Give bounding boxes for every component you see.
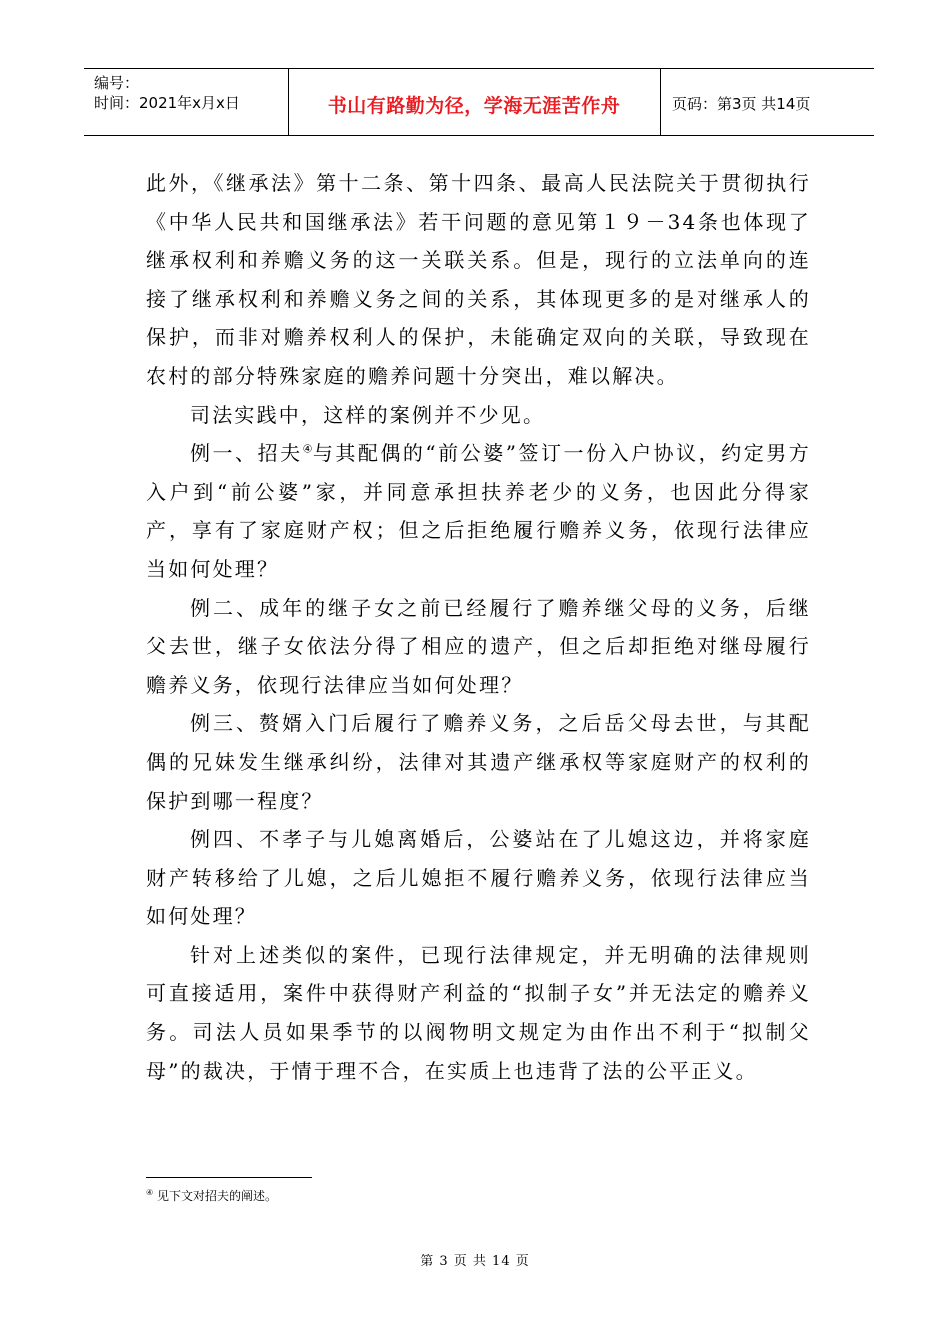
footnote bbox=[146, 1185, 277, 1204]
footnote-separator bbox=[146, 1177, 312, 1178]
paragraph-5: 例三、赘婿入门后履行了赡养义务，之后岳父母去世，与其配偶的兄妹发生继承纠纷，法律对其遗产继承权等家庭财产的权利的保护到哪一程度？ bbox=[146, 711, 811, 813]
paragraph-2: 司法实践中，这样的案例并不少见。 bbox=[190, 402, 546, 427]
paragraph-7: 针对上述类似的案件，已现行法律规定，并无明确的法律规则可直接适用，案件中获得财产利益的“拟制子女”并无法定的赡养义务。司法人员如果季节的以阀物明文规定为由作出不利于“拟制父母”的裁决，于情于理不合，在实质上也违背了法的公平正义。 bbox=[146, 942, 811, 1083]
header-motto: 书山有路勤为径，学海无涯苦作舟 bbox=[327, 95, 621, 117]
footnote-reference[interactable]: ④ bbox=[302, 442, 313, 456]
paragraph-3-start: 例一、招夫 bbox=[190, 441, 303, 466]
paragraph-4: 例二、成年的继子女之前已经履行了赡养继父母的义务，后继父去世，继子女依法分得了相应的遗产，但之后却拒绝对继母履行赡养义务，依现行法律应当如何处理？ bbox=[146, 595, 811, 697]
time-label: 时间：2021年x月x日 bbox=[94, 94, 240, 112]
body-text bbox=[146, 164, 811, 1090]
paragraph-3-rest: 与其配偶的“前公婆”签订一份入户协议，约定男方入户到“前公婆”家，并同意承担扶养老少的义务，也因此分得家产，享有了家庭财产权；但之后拒绝履行赡养义务，依现行法律应当如何处理？ bbox=[146, 441, 811, 581]
paragraph-1: 此外，《继承法》第十二条、第十四条、最高人民法院关于贯彻执行《中华人民共和国继承法》若干问题的意见第１９－34条也体现了继承权利和养赡义务的这一关联关系。但是，现行的立法单向的连接了继承权利和养赡义务之间的关系，其体现更多的是对继承人的保护，而非对赡养权利人的保护，未能确定双向的关联，导致现在农村的部分特殊家庭的赡养问题十分突出，难以解决。 bbox=[146, 171, 811, 388]
header-divider-right bbox=[660, 69, 661, 135]
number-label: 编号： bbox=[94, 74, 140, 92]
header-meta bbox=[94, 73, 240, 113]
document-header bbox=[84, 68, 874, 136]
footnote-text: 见下文对招夫的阐述。 bbox=[157, 1189, 278, 1203]
page-footer: 第 3 页 共 14 页 bbox=[420, 1254, 530, 1269]
paragraph-3 bbox=[146, 434, 811, 588]
footnote-mark: ④ bbox=[146, 1188, 154, 1197]
paragraph-6: 例四、不孝子与儿媳离婚后，公婆站在了儿媳这边，并将家庭财产转移给了儿媳，之后儿媳拒不履行赡养义务，依现行法律应当如何处理？ bbox=[146, 827, 811, 929]
header-page-info: 页码：第3页 共14页 bbox=[672, 95, 811, 113]
